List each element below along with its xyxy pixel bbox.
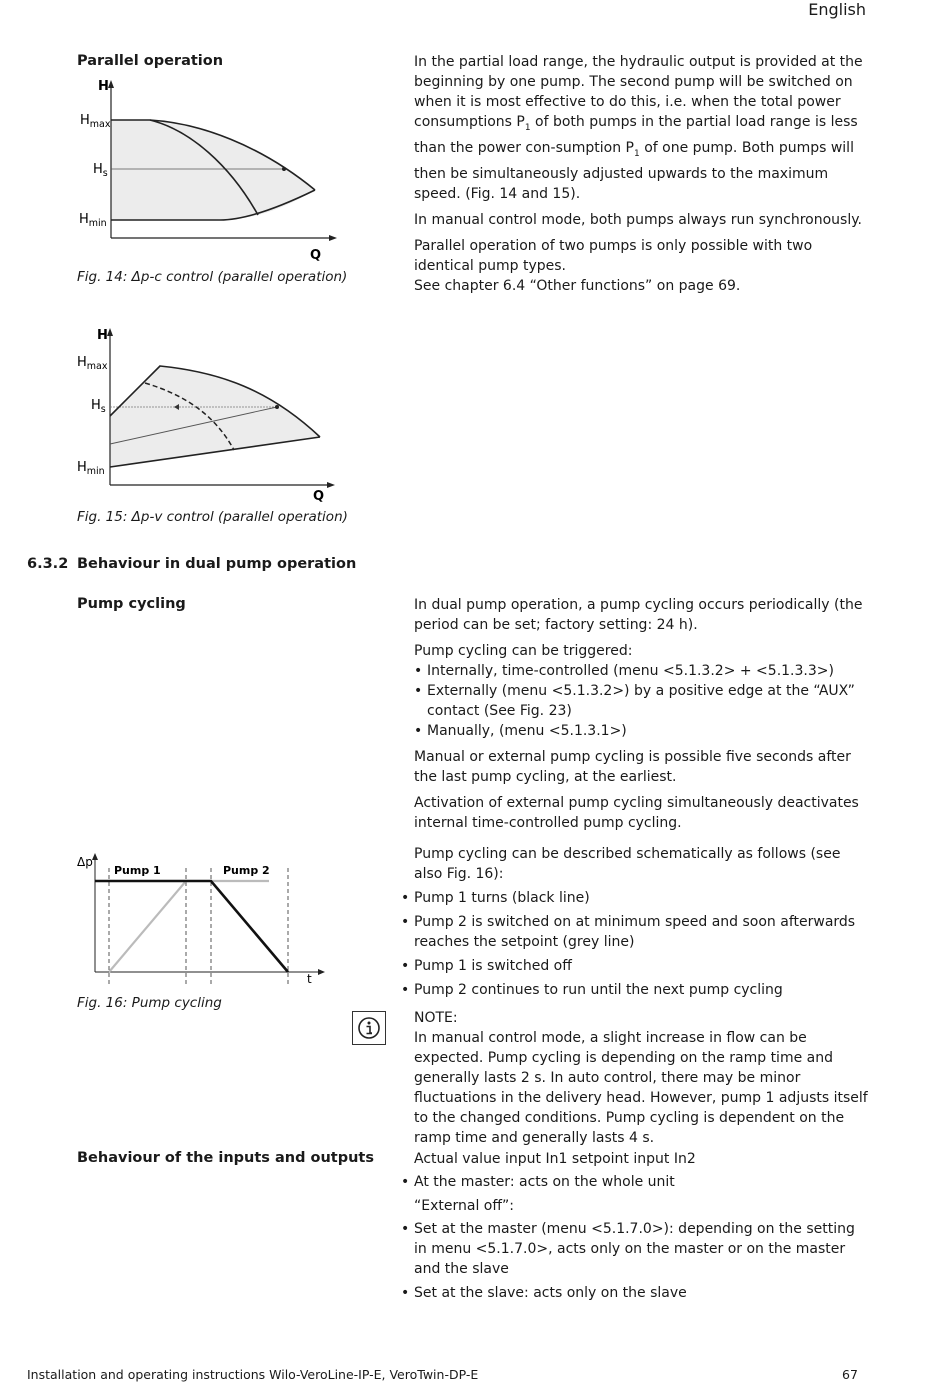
list-item: • Set at the master (menu <5.1.7.0>): depending on the setting in menu <5.1.7.0>, acts only on the master or on the master and the slave (401, 1219, 869, 1279)
svg-text:Hs: $H_s$ (91, 398, 106, 415)
parallel-paragraph-3: Parallel operation of two pumps is only possible with two identical pump types. (414, 237, 813, 274)
section-title: Behaviour in dual pump operation (77, 556, 357, 572)
note-label: NOTE: (414, 1010, 458, 1026)
page-number: 67 (842, 1367, 858, 1382)
list-item: • Pump 1 is switched off (401, 956, 869, 976)
pump-cycling-paragraph-4: Activation of external pump cycling simultaneously deactivates internal time-controlled pump cycling. (414, 795, 859, 831)
note-block (414, 1008, 869, 1148)
svg-text:Hmax: $H_{max}$ (77, 355, 108, 372)
parallel-paragraph-2: In manual control mode, both pumps always run synchronously. (414, 211, 862, 228)
list-item: • Pump 2 is switched on at minimum speed and soon afterwards reaches the setpoint (grey line) (401, 912, 869, 952)
pump-cycling-text (414, 595, 869, 839)
inputs-outputs-text (414, 1149, 869, 1307)
svg-text:Q: Q (313, 489, 325, 504)
language-label: English (808, 0, 866, 19)
io-paragraph-2: “External off”: (414, 1198, 514, 1214)
pump-cycling-paragraph-5: Pump cycling can be described schematically as follows (see also Fig. 16): (414, 846, 841, 882)
svg-text:Δp: Δp (77, 855, 93, 869)
trigger-list (414, 661, 869, 741)
io-list-2 (414, 1219, 869, 1303)
io-paragraph-1: Actual value input In1 setpoint input In2 (414, 1151, 696, 1167)
pump-cycling-heading: Pump cycling (77, 596, 186, 612)
parallel-paragraph-1: In the partial load range, the hydraulic output is provided at the beginning by one pump. The second pump will be switched on when it is most effective to do this, i.e. when the total power consumptions $P_1$ of both pumps in the partial load range is less than the power con-sumption $P_1$ of one pump. Both pumps will then be simultaneously adjusted upwards to the maximum speed. (Fig. 14 and 15). (414, 54, 863, 202)
fig16-caption: Fig. 16: Pump cycling (77, 995, 222, 1011)
io-list-1 (414, 1172, 869, 1192)
pump-cycling-schematic-text (414, 844, 869, 1004)
fig14-caption: Fig. 14: Δp-c control (parallel operation) (77, 269, 348, 285)
svg-text:Hmin: $H_{min}$ (79, 212, 107, 229)
parallel-paragraph-4: See chapter 6.4 “Other functions” on page 69. (414, 277, 741, 294)
svg-text:H: H (97, 328, 108, 343)
svg-text:Hmin: $H_{min}$ (77, 460, 105, 477)
list-item: • Set at the slave: acts only on the slave (401, 1283, 869, 1303)
fig14-chart (70, 72, 340, 267)
fig16-chart (70, 845, 340, 990)
list-item: • Manually, (menu <5.1.3.1>) (414, 721, 869, 741)
fig14-axis-x-label: Q (310, 248, 322, 263)
list-item: • Pump 2 continues to run until the next pump cycling (401, 980, 869, 1000)
svg-text:Pump 1: Pump 1 (114, 864, 161, 877)
note-text: In manual control mode, a slight increase in flow can be expected. Pump cycling is depending on the ramp time and generally lasts 2 s. In auto control, there may be minor fluctuations in the delivery head. However, pump 1 adjusts itself to the changed conditions. Pump cycling is dependent on the ramp time and generally lasts 4 s. (414, 1030, 868, 1146)
fig15-chart (70, 322, 340, 507)
list-item: • Internally, time-controlled (menu <5.1.3.2> + <5.1.3.3>) (414, 661, 869, 681)
inputs-outputs-heading: Behaviour of the inputs and outputs (77, 1150, 374, 1166)
list-item: • Pump 1 turns (black line) (401, 888, 869, 908)
parallel-operation-heading: Parallel operation (77, 53, 224, 69)
section-number: 6.3.2 (27, 556, 69, 572)
svg-text:Hs: $H_s$ (93, 162, 108, 179)
svg-text:t: t (307, 972, 312, 986)
fig14-axis-y-label: H (98, 79, 109, 94)
pump-cycling-paragraph-2: Pump cycling can be triggered: (414, 643, 633, 659)
list-item: • At the master: acts on the whole unit (401, 1172, 869, 1192)
steps-list (414, 888, 869, 1000)
parallel-operation-text (414, 52, 869, 302)
pump-cycling-paragraph-3: Manual or external pump cycling is possible five seconds after the last pump cycling, at the earliest. (414, 749, 851, 785)
pump-cycling-paragraph-1: In dual pump operation, a pump cycling occurs periodically (the period can be set; factory setting: 24 h). (414, 597, 863, 633)
svg-text:Pump 2: Pump 2 (223, 864, 270, 877)
list-item: • Externally (menu <5.1.3.2>) by a positive edge at the “AUX” contact (See Fig. 23) (414, 681, 869, 721)
info-icon (352, 1011, 386, 1045)
svg-text:Hmax: $H_{max}$ (80, 113, 111, 130)
fig15-caption: Fig. 15: Δp-v control (parallel operation) (77, 509, 348, 525)
footer-title: Installation and operating instructions Wilo-VeroLine-IP-E, VeroTwin-DP-E (27, 1367, 479, 1382)
